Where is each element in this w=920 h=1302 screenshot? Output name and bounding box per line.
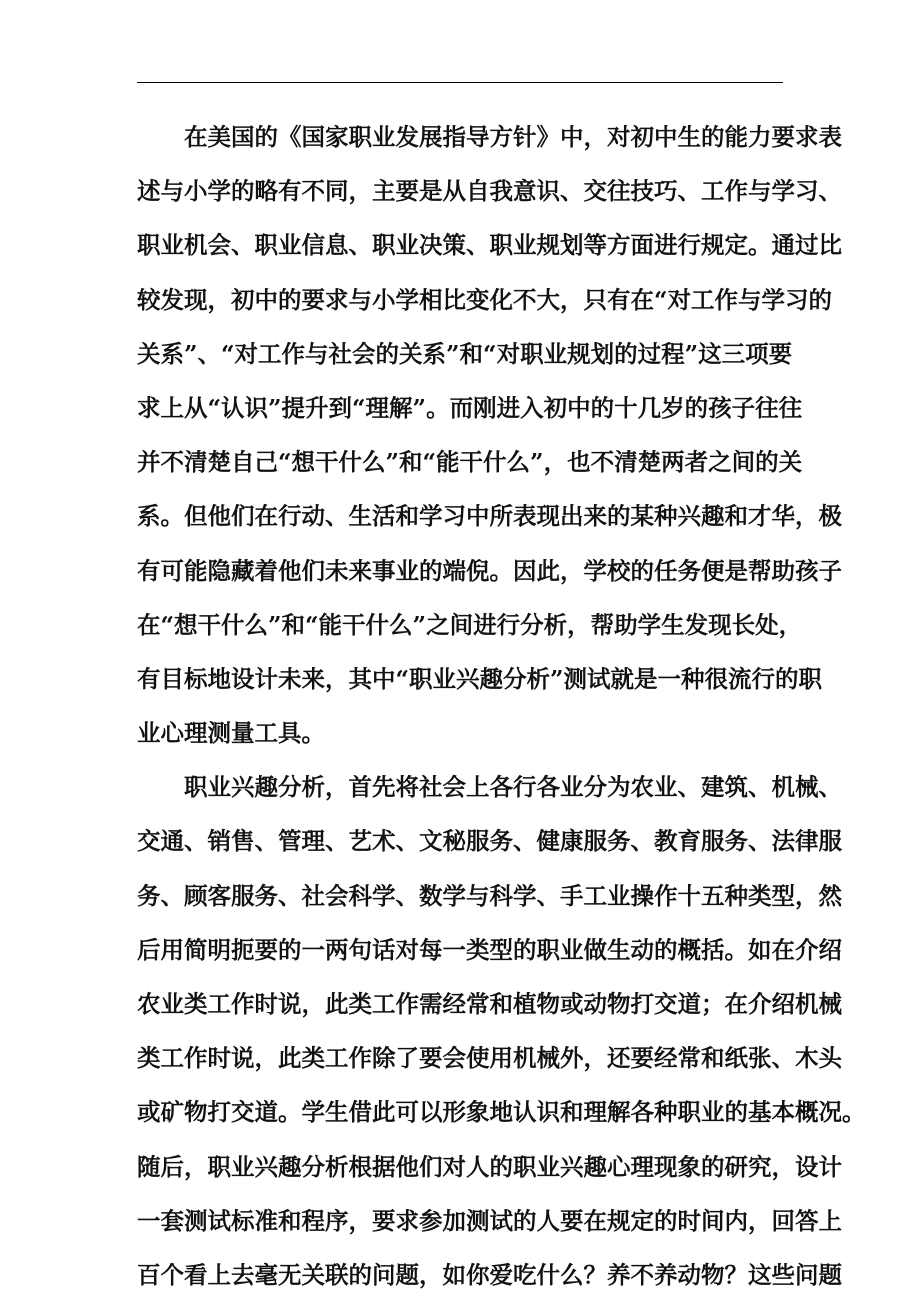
text-line: 百个看上去毫无关联的问题，如你爱吃什么？养不养动物？这些问题 xyxy=(137,1260,842,1289)
text-line: 有可能隐藏着他们未来事业的端倪。因此，学校的任务便是帮助孩子 xyxy=(137,556,842,585)
text-line: 务、顾客服务、社会科学、数学与科学、手工业操作十五种类型，然 xyxy=(137,881,842,910)
text-line: 类工作时说，此类工作除了要会使用机械外，还要经常和纸张、木头 xyxy=(137,1044,842,1073)
text-line: 较发现，初中的要求与小学相比变化不大，只有在“对工作与学习的 xyxy=(137,285,833,314)
text-line: 系。但他们在行动、生活和学习中所表现出来的某种兴趣和才华，极 xyxy=(137,502,842,531)
text-line: 后用简明扼要的一两句话对每一类型的职业做生动的概括。如在介绍 xyxy=(137,935,842,964)
text-line: 关系”、“对工作与社会的关系”和“对职业规划的过程”这三项要 xyxy=(137,339,793,368)
text-line: 述与小学的略有不同，主要是从自我意识、交往技巧、工作与学习、 xyxy=(137,177,842,206)
text-line: 农业类工作时说，此类工作需经常和植物或动物打交道；在介绍机械 xyxy=(137,990,842,1018)
paragraph-1 xyxy=(137,110,842,760)
text-line: 求上从“认识”提升到“理解”。而刚进入初中的十几岁的孩子往往 xyxy=(137,393,803,422)
text-line: 业心理测量工具。 xyxy=(137,719,325,748)
text-line: 交通、销售、管理、艺术、文秘服务、健康服务、教育服务、法律服 xyxy=(137,827,842,856)
body-text xyxy=(137,110,866,1302)
paragraph-2 xyxy=(137,760,866,1302)
text-line: 或矿物打交道。学生借此可以形象地认识和理解各种职业的基本概况。 xyxy=(137,1098,866,1127)
header-rule xyxy=(137,82,783,83)
text-line: 一套测试标准和程序，要求参加测试的人要在规定的时间内，回答上 xyxy=(137,1206,842,1235)
text-line: 职业兴趣分析，首先将社会上各行各业分为农业、建筑、机械、 xyxy=(184,773,842,802)
text-line: 并不清楚自己“想干什么”和“能干什么”，也不清楚两者之间的关 xyxy=(137,448,803,477)
text-line: 在“想干什么”和“能干什么”之间进行分析，帮助学生发现长处， xyxy=(137,610,803,639)
text-line: 职业机会、职业信息、职业决策、职业规划等方面进行规定。通过比 xyxy=(137,231,842,260)
text-line: 在美国的《国家职业发展指导方针》中，对初中生的能力要求表 xyxy=(184,123,842,151)
text-line: 随后，职业兴趣分析根据他们对人的职业兴趣心理现象的研究，设计 xyxy=(137,1152,842,1181)
text-line: 有目标地设计未来，其中“职业兴趣分析”测试就是一种很流行的职 xyxy=(137,664,823,693)
